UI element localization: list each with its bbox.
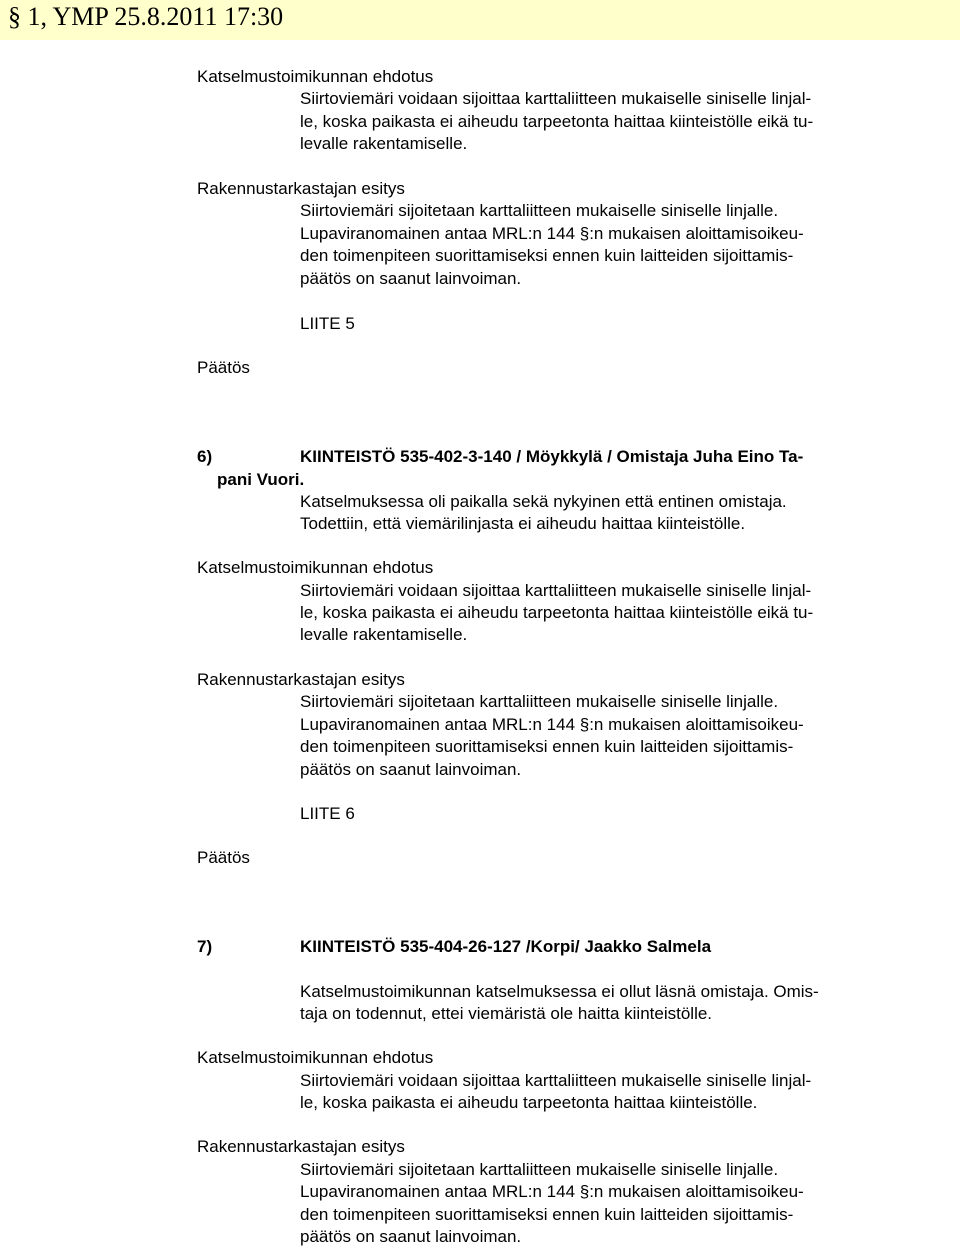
- proposal-line: levalle rakentamiselle.: [300, 134, 468, 153]
- item-title-continued: pani Vuori.: [217, 470, 305, 489]
- inspector-line: Lupaviranomainen antaa MRL:n 144 §:n mukaisen aloittamisoikeu-: [300, 715, 804, 734]
- inspector-line: Lupaviranomainen antaa MRL:n 144 §:n mukaisen aloittamisoikeu-: [300, 224, 804, 243]
- inspector-line: päätös on saanut lainvoiman.: [300, 269, 522, 288]
- appendix-label: LIITE 6: [300, 804, 355, 823]
- inspector-heading: Rakennustarkastajan esitys: [197, 179, 405, 198]
- item-note: taja on todennut, ettei viemäristä ole haitta kiinteistölle.: [300, 1004, 713, 1023]
- item-note: Katselmustoimikunnan katselmuksessa ei ollut läsnä omistaja. Omis-: [300, 982, 819, 1001]
- inspector-line: Siirtoviemäri sijoitetaan karttaliitteen mukaiselle siniselle linjalle.: [300, 692, 779, 711]
- inspector-heading: Rakennustarkastajan esitys: [197, 670, 405, 689]
- proposal-line: le, koska paikasta ei aiheudu tarpeetonta haittaa kiinteistölle eikä tu-: [300, 112, 814, 131]
- inspector-line: Siirtoviemäri sijoitetaan karttaliitteen mukaiselle siniselle linjalle.: [300, 201, 779, 220]
- proposal-line: Siirtoviemäri voidaan sijoittaa karttaliitteen mukaiselle siniselle linjal-: [300, 581, 812, 600]
- section-reference: § 1, YMP 25.8.2011 17:30: [8, 2, 284, 31]
- item-title: KIINTEISTÖ 535-404-26-127 /Korpi/ Jaakko Salmela: [300, 937, 712, 956]
- proposal-line: Siirtoviemäri voidaan sijoittaa karttaliitteen mukaiselle siniselle linjal-: [300, 89, 812, 108]
- proposal-line: le, koska paikasta ei aiheudu tarpeetonta haittaa kiinteistölle eikä tu-: [300, 603, 814, 622]
- proposal-line: le, koska paikasta ei aiheudu tarpeetonta haittaa kiinteistölle.: [300, 1093, 758, 1112]
- inspector-line: den toimenpiteen suorittamiseksi ennen kuin laitteiden sijoittamis-: [300, 737, 794, 756]
- proposal-line: levalle rakentamiselle.: [300, 625, 468, 644]
- item-note: Katselmuksessa oli paikalla sekä nykyinen että entinen omistaja.: [300, 492, 787, 511]
- appendix-label: LIITE 5: [300, 314, 355, 333]
- inspector-heading: Rakennustarkastajan esitys: [197, 1137, 405, 1156]
- item-title: KIINTEISTÖ 535-402-3-140 / Möykkylä / Omistaja Juha Eino Ta-: [300, 447, 804, 466]
- inspector-line: den toimenpiteen suorittamiseksi ennen kuin laitteiden sijoittamis-: [300, 246, 794, 265]
- item-number: 6): [197, 447, 213, 466]
- proposal-line: Siirtoviemäri voidaan sijoittaa karttaliitteen mukaiselle siniselle linjal-: [300, 1071, 812, 1090]
- inspector-line: päätös on saanut lainvoiman.: [300, 1227, 522, 1246]
- inspector-line: päätös on saanut lainvoiman.: [300, 760, 522, 779]
- page-header: [0, 0, 960, 40]
- item-number: 7): [197, 937, 213, 956]
- proposal-heading: Katselmustoimikunnan ehdotus: [197, 67, 434, 86]
- inspector-line: Siirtoviemäri sijoitetaan karttaliitteen mukaiselle siniselle linjalle.: [300, 1160, 779, 1179]
- item-note: Todettiin, että viemärilinjasta ei aiheudu haittaa kiinteistölle.: [300, 514, 746, 533]
- decision-label: Päätös: [197, 848, 250, 867]
- inspector-line: den toimenpiteen suorittamiseksi ennen kuin laitteiden sijoittamis-: [300, 1205, 794, 1224]
- inspector-line: Lupaviranomainen antaa MRL:n 144 §:n mukaisen aloittamisoikeu-: [300, 1182, 804, 1201]
- decision-label: Päätös: [197, 358, 250, 377]
- proposal-heading: Katselmustoimikunnan ehdotus: [197, 558, 434, 577]
- proposal-heading: Katselmustoimikunnan ehdotus: [197, 1048, 434, 1067]
